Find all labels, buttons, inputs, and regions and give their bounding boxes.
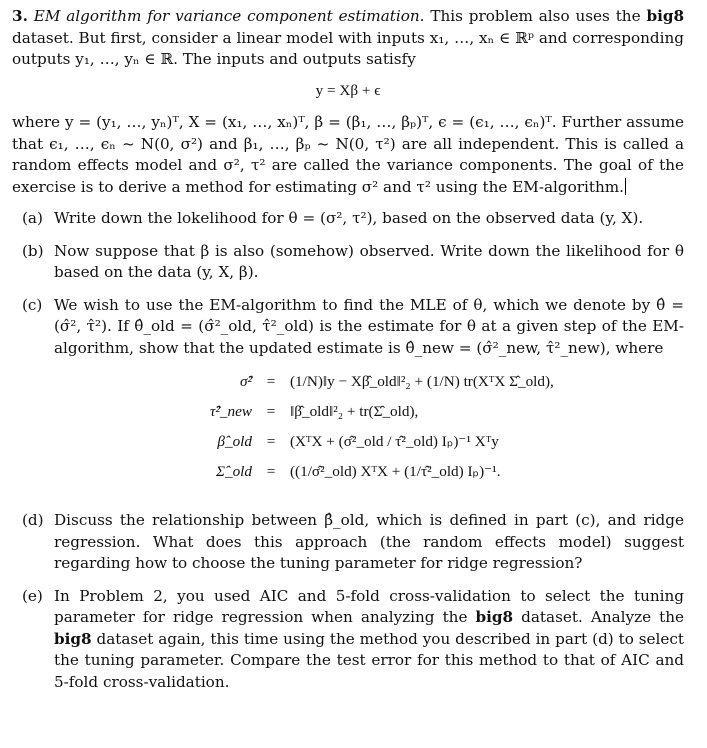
part-text: Discuss the relationship between β̂_old, which is defined in part (c), and ridge regression. What does this approach (the random effects model) suggest regarding how to choose the tuning parameter for ridge regression? — [54, 511, 684, 572]
equals-sign: = — [266, 463, 276, 481]
part-c — [12, 295, 684, 500]
parts-list — [12, 208, 684, 693]
part-label: (d) — [22, 511, 44, 529]
equation-lhs: σ̂² — [239, 373, 252, 391]
problem-title: EM algorithm for variance component estimation. — [33, 7, 425, 25]
part-text: In Problem 2, you used AIC and 5-fold cross-validation to select the tuning parameter for ridge regression when analyzing the — [54, 586, 684, 626]
problem-intro — [12, 6, 684, 71]
equation-lhs: Σ̂_old — [215, 463, 252, 481]
model-equation: y = Xβ + ϵ — [315, 81, 381, 99]
part-label: (e) — [22, 586, 43, 605]
equation-row — [54, 397, 684, 427]
equation-row — [54, 367, 684, 397]
equation-rhs: ‖β̂_old‖²₂ + tr(Σ̂_old), — [290, 403, 419, 421]
model-description — [12, 112, 684, 198]
part-e — [12, 586, 684, 694]
equation-row — [54, 457, 684, 487]
part-b — [12, 241, 684, 284]
equation-rhs: (XᵀX + (σ̂²_old / τ̂²_old) Iₚ)⁻¹ Xᵀy — [290, 433, 499, 451]
dataset-name: big8 — [646, 7, 685, 25]
where-text: where y = (y₁, …, yₙ)ᵀ, X = (x₁, …, xₙ)ᵀ, β = (β₁, …, βₚ)ᵀ, ϵ = (ϵ₁, …, ϵₙ)ᵀ. Further assume that ϵ₁, …, ϵₙ ~ N(0, σ²) and β₁, …, βₚ ~ N(0, τ²) are all independent. This is called a random effects model and σ², τ² are called the variance components. The goal of the exercise is to derive a method for estimating σ² and τ² using the EM-algorithm. — [12, 113, 684, 196]
part-text: dataset. Analyze the — [521, 608, 685, 626]
equals-sign: = — [266, 403, 276, 421]
equals-sign: = — [266, 433, 276, 451]
equation-rhs: (1/N)‖y − Xβ̂_old‖²₂ + (1/N) tr(XᵀX Σ̂_old), — [290, 373, 554, 391]
text-cursor — [625, 178, 626, 195]
part-text: We wish to use the EM-algorithm to find the MLE of θ, which we denote by θ̂ = (σ̂², τ̂²). If θ̂_old = (σ̂²_old, τ̂²_old) is the estimate for θ at a given step of the EM-algorithm, show that the updated estimate is θ̂_new = (σ̂²_new, τ̂²_new), where — [54, 295, 684, 357]
part-label: (a) — [22, 209, 43, 227]
part-text: Now suppose that β is also (somehow) observed. Write down the likelihood for θ based on the data (y, X, β). — [54, 241, 684, 281]
problem-number: 3. — [12, 7, 28, 25]
equation-lhs: τ̂²_new — [209, 403, 252, 421]
equals-sign: = — [266, 373, 276, 391]
part-a — [12, 208, 684, 230]
update-equations — [54, 367, 684, 487]
part-text: Write down the lokelihood for θ = (σ², τ²), based on the observed data (y, X). — [54, 209, 644, 227]
dataset-name: big8 — [54, 629, 92, 648]
equation-row — [54, 427, 684, 457]
problem-page — [12, 6, 684, 704]
part-label: (c) — [22, 295, 43, 314]
part-label: (b) — [22, 241, 44, 260]
equation-lhs: β̂_old — [217, 433, 252, 451]
part-d — [12, 510, 684, 575]
part-text: dataset again, this time using the method you described in part (d) to select the tuning parameter. Compare the test error for this method to that of AIC and 5-fold cross-validation. — [54, 629, 684, 691]
dataset-name: big8 — [475, 608, 514, 626]
equation-rhs: ((1/σ̂²_old) XᵀX + (1/τ̂²_old) Iₚ)⁻¹. — [290, 463, 501, 481]
intro-text-2: dataset. But first, consider a linear model with inputs x₁, …, xₙ ∈ ℝᵖ and corresponding outputs y₁, …, yₙ ∈ ℝ. The inputs and outputs satisfy — [12, 28, 684, 68]
intro-text-1: This problem also uses the — [430, 7, 641, 25]
